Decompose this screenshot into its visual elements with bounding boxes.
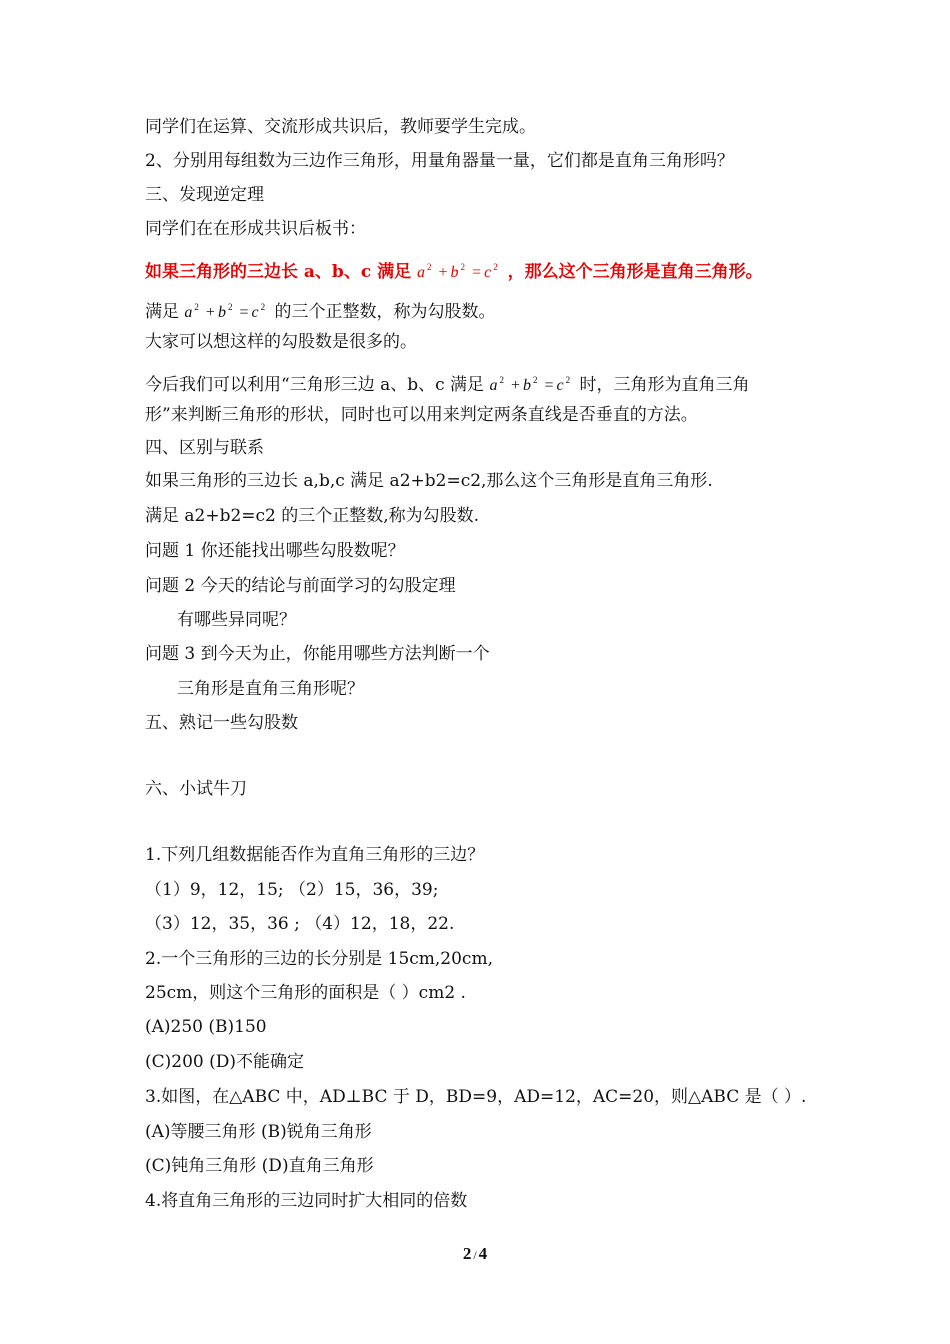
paragraph: 形”来判断三角形的形状，同时也可以用来判定两条直线是否垂直的方法。	[145, 405, 698, 425]
exercise-option: （3）12，35，36 ; （4）12，18，22.	[145, 914, 455, 934]
formula: a $^2$ + b $^2$ = c $^2$	[489, 375, 571, 394]
paragraph: 满足 a2+b2=c2 的三个正整数,称为勾股数.	[145, 506, 480, 526]
section-heading: 四、区别与联系	[145, 438, 264, 458]
theorem-text-before: 如果三角形的三边长 a、b、c 满足	[145, 262, 412, 282]
exercise-option: （1）9，12，15; （2）15，36，39;	[145, 880, 439, 900]
exercise: 2.一个三角形的三边的长分别是 15cm,20cm,	[145, 949, 493, 969]
exercise: 1.下列几组数据能否作为直角三角形的三边？	[145, 845, 485, 865]
theorem-text-after: ，那么这个三角形是直角三角形。	[507, 262, 763, 282]
question: 问题 2 今天的结论与前面学习的勾股定理	[145, 576, 456, 596]
question-continuation: 有哪些异同呢？	[177, 610, 296, 630]
paragraph: 同学们在运算、交流形成共识后，教师要学生完成。	[145, 117, 536, 137]
exercise: 3.如图，在△ABC 中，AD⊥BC 于 D，BD=9，AD=12，AC=20，则△ABC 是（ ）.	[145, 1087, 807, 1107]
paragraph: 同学们在在形成共识后板书：	[145, 219, 366, 239]
formula: a $^2$ + b $^2$ = c $^2$	[417, 262, 498, 281]
question: 问题 3 到今天为止，你能用哪些方法判断一个	[145, 644, 490, 664]
exercise: 4.将直角三角形的三边同时扩大相同的倍数	[145, 1191, 468, 1211]
theorem-statement	[145, 255, 763, 285]
exercise-option: (A)250 (B)150	[145, 1017, 267, 1037]
paragraph: 今后我们可以利用“三角形三边 a、b、c 满足 a $^2$ + b $^2$ = c $^2$ 时，三角形为直角三角	[145, 375, 750, 395]
exercise: 25cm，则这个三角形的面积是（ ）cm2 .	[145, 983, 466, 1003]
question: 问题 1 你还能找出哪些勾股数呢？	[145, 541, 405, 561]
paragraph: 大家可以想这样的勾股数是很多的。	[145, 332, 417, 352]
section-heading: 五、熟记一些勾股数	[145, 713, 298, 733]
exercise-option: (C)200 (D)不能确定	[145, 1052, 305, 1072]
section-heading: 六、小试牛刀	[145, 779, 247, 799]
page-number: 2 / 4	[462, 1244, 488, 1263]
question-continuation: 三角形是直角三角形呢？	[177, 679, 364, 699]
formula: a $^2$ + b $^2$ = c $^2$	[184, 302, 266, 321]
exercise-option: (A)等腰三角形 (B)锐角三角形	[145, 1122, 372, 1142]
section-heading: 三、发现逆定理	[145, 185, 264, 205]
paragraph: 如果三角形的三边长 a,b,c 满足 a2+b2=c2,那么这个三角形是直角三角形.	[145, 471, 713, 491]
pythagorean-definition: 满足 a $^2$ + b $^2$ = c $^2$ 的三个正整数，称为勾股数。	[145, 302, 496, 322]
paragraph: 2、分别用每组数为三边作三角形，用量角器量一量，它们都是直角三角形吗？	[145, 151, 734, 171]
exercise-option: (C)钝角三角形 (D)直角三角形	[145, 1156, 374, 1176]
